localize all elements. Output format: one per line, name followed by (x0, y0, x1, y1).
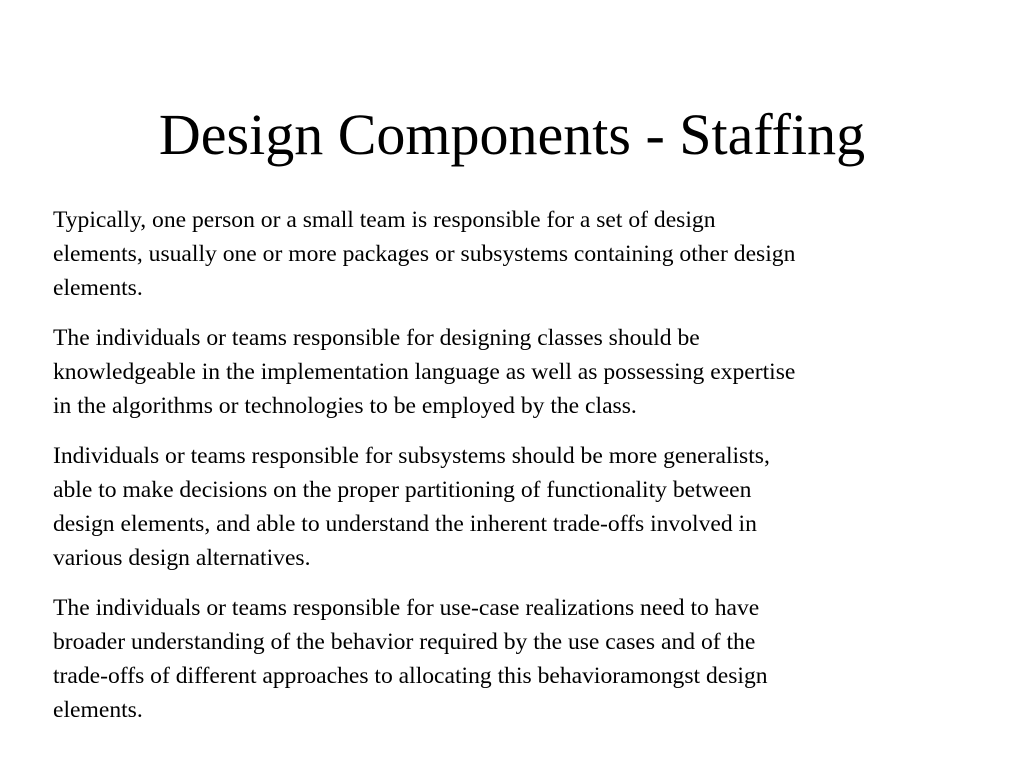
paragraph-line: The individuals or teams responsible for designing classes should be (53, 325, 700, 351)
slide-body (53, 203, 963, 743)
paragraph-line: Individuals or teams responsible for subsystems should be more generalists, (53, 443, 770, 469)
paragraph-line: knowledgeable in the implementation language as well as possessing expertise (53, 359, 796, 385)
paragraph-1 (53, 203, 963, 305)
paragraph-line: The individuals or teams responsible for use-case realizations need to have (53, 595, 760, 621)
paragraph-line: Typically, one person or a small team is responsible for a set of design (53, 207, 716, 233)
paragraph-line: trade-offs of different approaches to allocating this behavioramongst design (53, 663, 768, 689)
paragraph-line: elements, usually one or more packages or subsystems containing other design (53, 241, 796, 267)
paragraph-line: elements. (53, 697, 143, 723)
paragraph-4 (53, 591, 963, 727)
paragraph-line: design elements, and able to understand the inherent trade-offs involved in (53, 511, 757, 537)
paragraph-line: able to make decisions on the proper partitioning of functionality between (53, 477, 752, 503)
slide-title: Design Components - Staffing (158, 102, 866, 167)
paragraph-line: various design alternatives. (53, 545, 311, 571)
paragraph-3 (53, 439, 963, 575)
paragraph-line: in the algorithms or technologies to be employed by the class. (53, 393, 637, 419)
paragraph-2 (53, 321, 963, 423)
paragraph-line: elements. (53, 275, 143, 301)
paragraph-line: broader understanding of the behavior required by the use cases and of the (53, 629, 756, 655)
